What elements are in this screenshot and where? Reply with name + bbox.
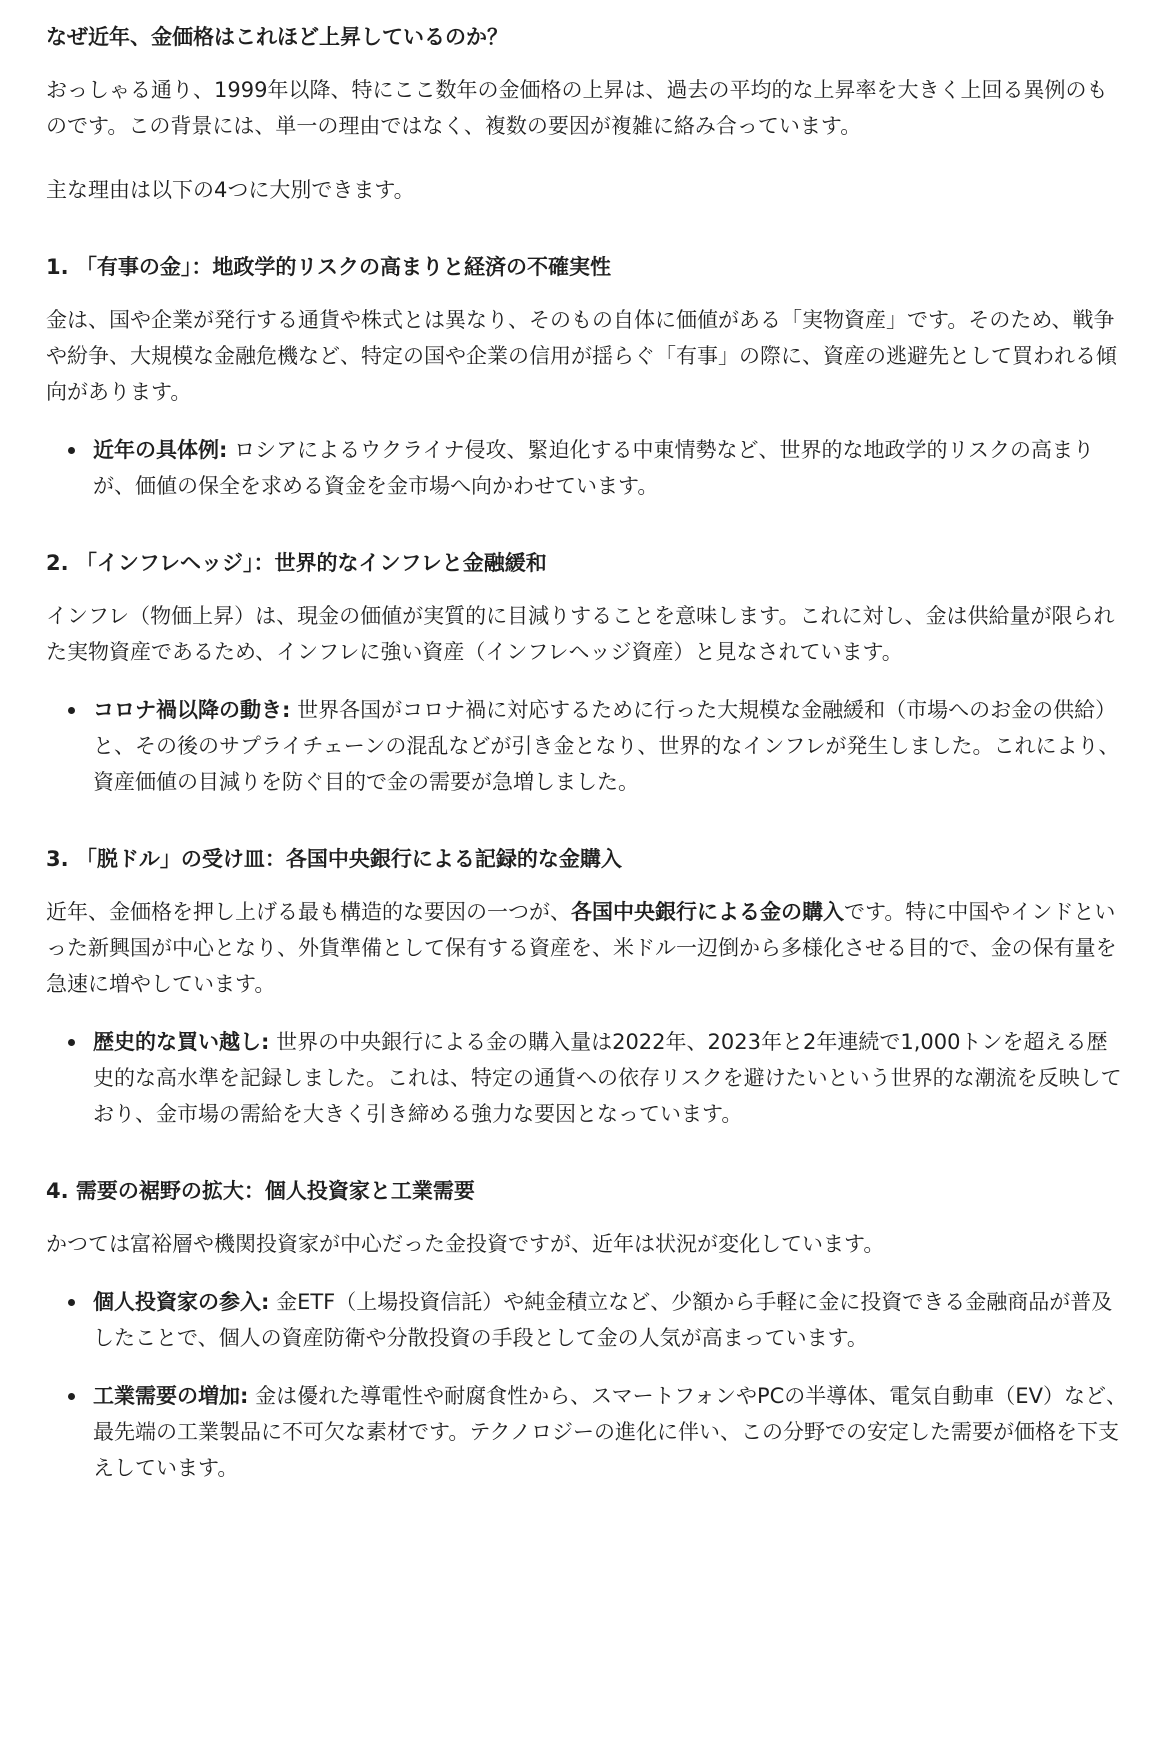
section-body: インフレ（物価上昇）は、現金の価値が実質的に目減りすることを意味します。これに対し、金は供給量が限られた実物資産であるため、インフレに強い資産（インフレヘッジ資産）と見なされています。 <box>46 604 1115 664</box>
list-item <box>46 1378 1127 1486</box>
bullet-text: 金は優れた導電性や耐腐食性から、スマートフォンやPCの半導体、電気自動車（EV）など、最先端の工業製品に不可欠な素材です。テクノロジーの進化に伴い、この分野での安定した需要が価格を下支えしています。 <box>93 1384 1127 1480</box>
intro-paragraph: おっしゃる通り、1999年以降、特にここ数年の金価格の上昇は、過去の平均的な上昇率を大きく上回る異例のものです。この背景には、単一の理由ではなく、複数の要因が複雑に絡み合っています。 <box>46 78 1108 138</box>
bullet-icon <box>68 707 75 714</box>
bullet-label: コロナ禍以降の動き: <box>93 698 291 722</box>
section-geopolitical-risk <box>46 252 1127 504</box>
bullet-list <box>46 692 1127 800</box>
section-body-emphasis: 各国中央銀行による金の購入 <box>571 900 844 924</box>
bullet-icon <box>68 447 75 454</box>
bullet-label: 工業需要の増加: <box>93 1384 249 1408</box>
section-body-text: です。特に中国やインドといった新興国が中心となり、外貨準備として保有する資産を、米ドル一辺倒から多様化させる目的で、金の保有量を急速に増やしています。 <box>46 900 1117 996</box>
intro-summary: 主な理由は以下の4つに大別できます。 <box>46 178 415 202</box>
bullet-text: 世界各国がコロナ禍に対応するために行った大規模な金融緩和（市場へのお金の供給）と、その後のサプライチェーンの混乱などが引き金となり、世界的なインフレが発生しました。これにより、資産価値の目減りを防ぐ目的で金の需要が急増しました。 <box>93 698 1120 794</box>
bullet-list <box>46 1284 1127 1486</box>
section-body: 金は、国や企業が発行する通貨や株式とは異なり、そのもの自体に価値がある「実物資産」です。そのため、戦争や紛争、大規模な金融危機など、特定の国や企業の信用が揺らぐ「有事」の際に、資産の逃避先として買われる傾向があります。 <box>46 308 1117 404</box>
bullet-icon <box>68 1299 75 1306</box>
section-heading: 2. 「インフレヘッジ」：世界的なインフレと金融緩和 <box>46 551 547 575</box>
bullet-text: 金ETF（上場投資信託）や純金積立など、少額から手軽に金に投資できる金融商品が普及したことで、個人の資産防衛や分散投資の手段として金の人気が高まっています。 <box>93 1290 1113 1350</box>
section-heading: 1. 「有事の金」：地政学的リスクの高まりと経済の不確実性 <box>46 255 611 279</box>
section-inflation-hedge <box>46 548 1127 800</box>
bullet-text: ロシアによるウクライナ侵攻、緊迫化する中東情勢など、世界的な地政学的リスクの高まりが、価値の保全を求める資金を金市場へ向かわせています。 <box>93 438 1095 498</box>
bullet-text: 世界の中央銀行による金の購入量は2022年、2023年と2年連続で1,000トンを超える歴史的な高水準を記録しました。これは、特定の通貨への依存リスクを避けたいという世界的な潮流を反映しており、金市場の需給を大きく引き締める強力な要因となっています。 <box>93 1030 1122 1126</box>
section-central-bank-buying <box>46 844 1127 1132</box>
list-item <box>46 692 1127 800</box>
section-demand-expansion <box>46 1176 1127 1486</box>
list-item <box>46 1024 1127 1132</box>
bullet-label: 個人投資家の参入: <box>93 1290 270 1314</box>
section-body: かつては富裕層や機関投資家が中心だった金投資ですが、近年は状況が変化しています。 <box>46 1232 885 1256</box>
bullet-icon <box>68 1039 75 1046</box>
page-title: なぜ近年、金価格はこれほど上昇しているのか？ <box>46 25 508 49</box>
section-body <box>46 894 1127 1002</box>
section-heading: 4. 需要の裾野の拡大：個人投資家と工業需要 <box>46 1179 475 1203</box>
list-item <box>46 1284 1127 1356</box>
bullet-label: 近年の具体例: <box>93 438 228 462</box>
bullet-list <box>46 1024 1127 1132</box>
section-body-text: 近年、金価格を押し上げる最も構造的な要因の一つが、 <box>46 900 571 924</box>
list-item <box>46 432 1127 504</box>
bullet-label: 歴史的な買い越し: <box>93 1030 270 1054</box>
bullet-icon <box>68 1393 75 1400</box>
bullet-list <box>46 432 1127 504</box>
section-heading: 3. 「脱ドル」の受け皿：各国中央銀行による記録的な金購入 <box>46 847 622 871</box>
